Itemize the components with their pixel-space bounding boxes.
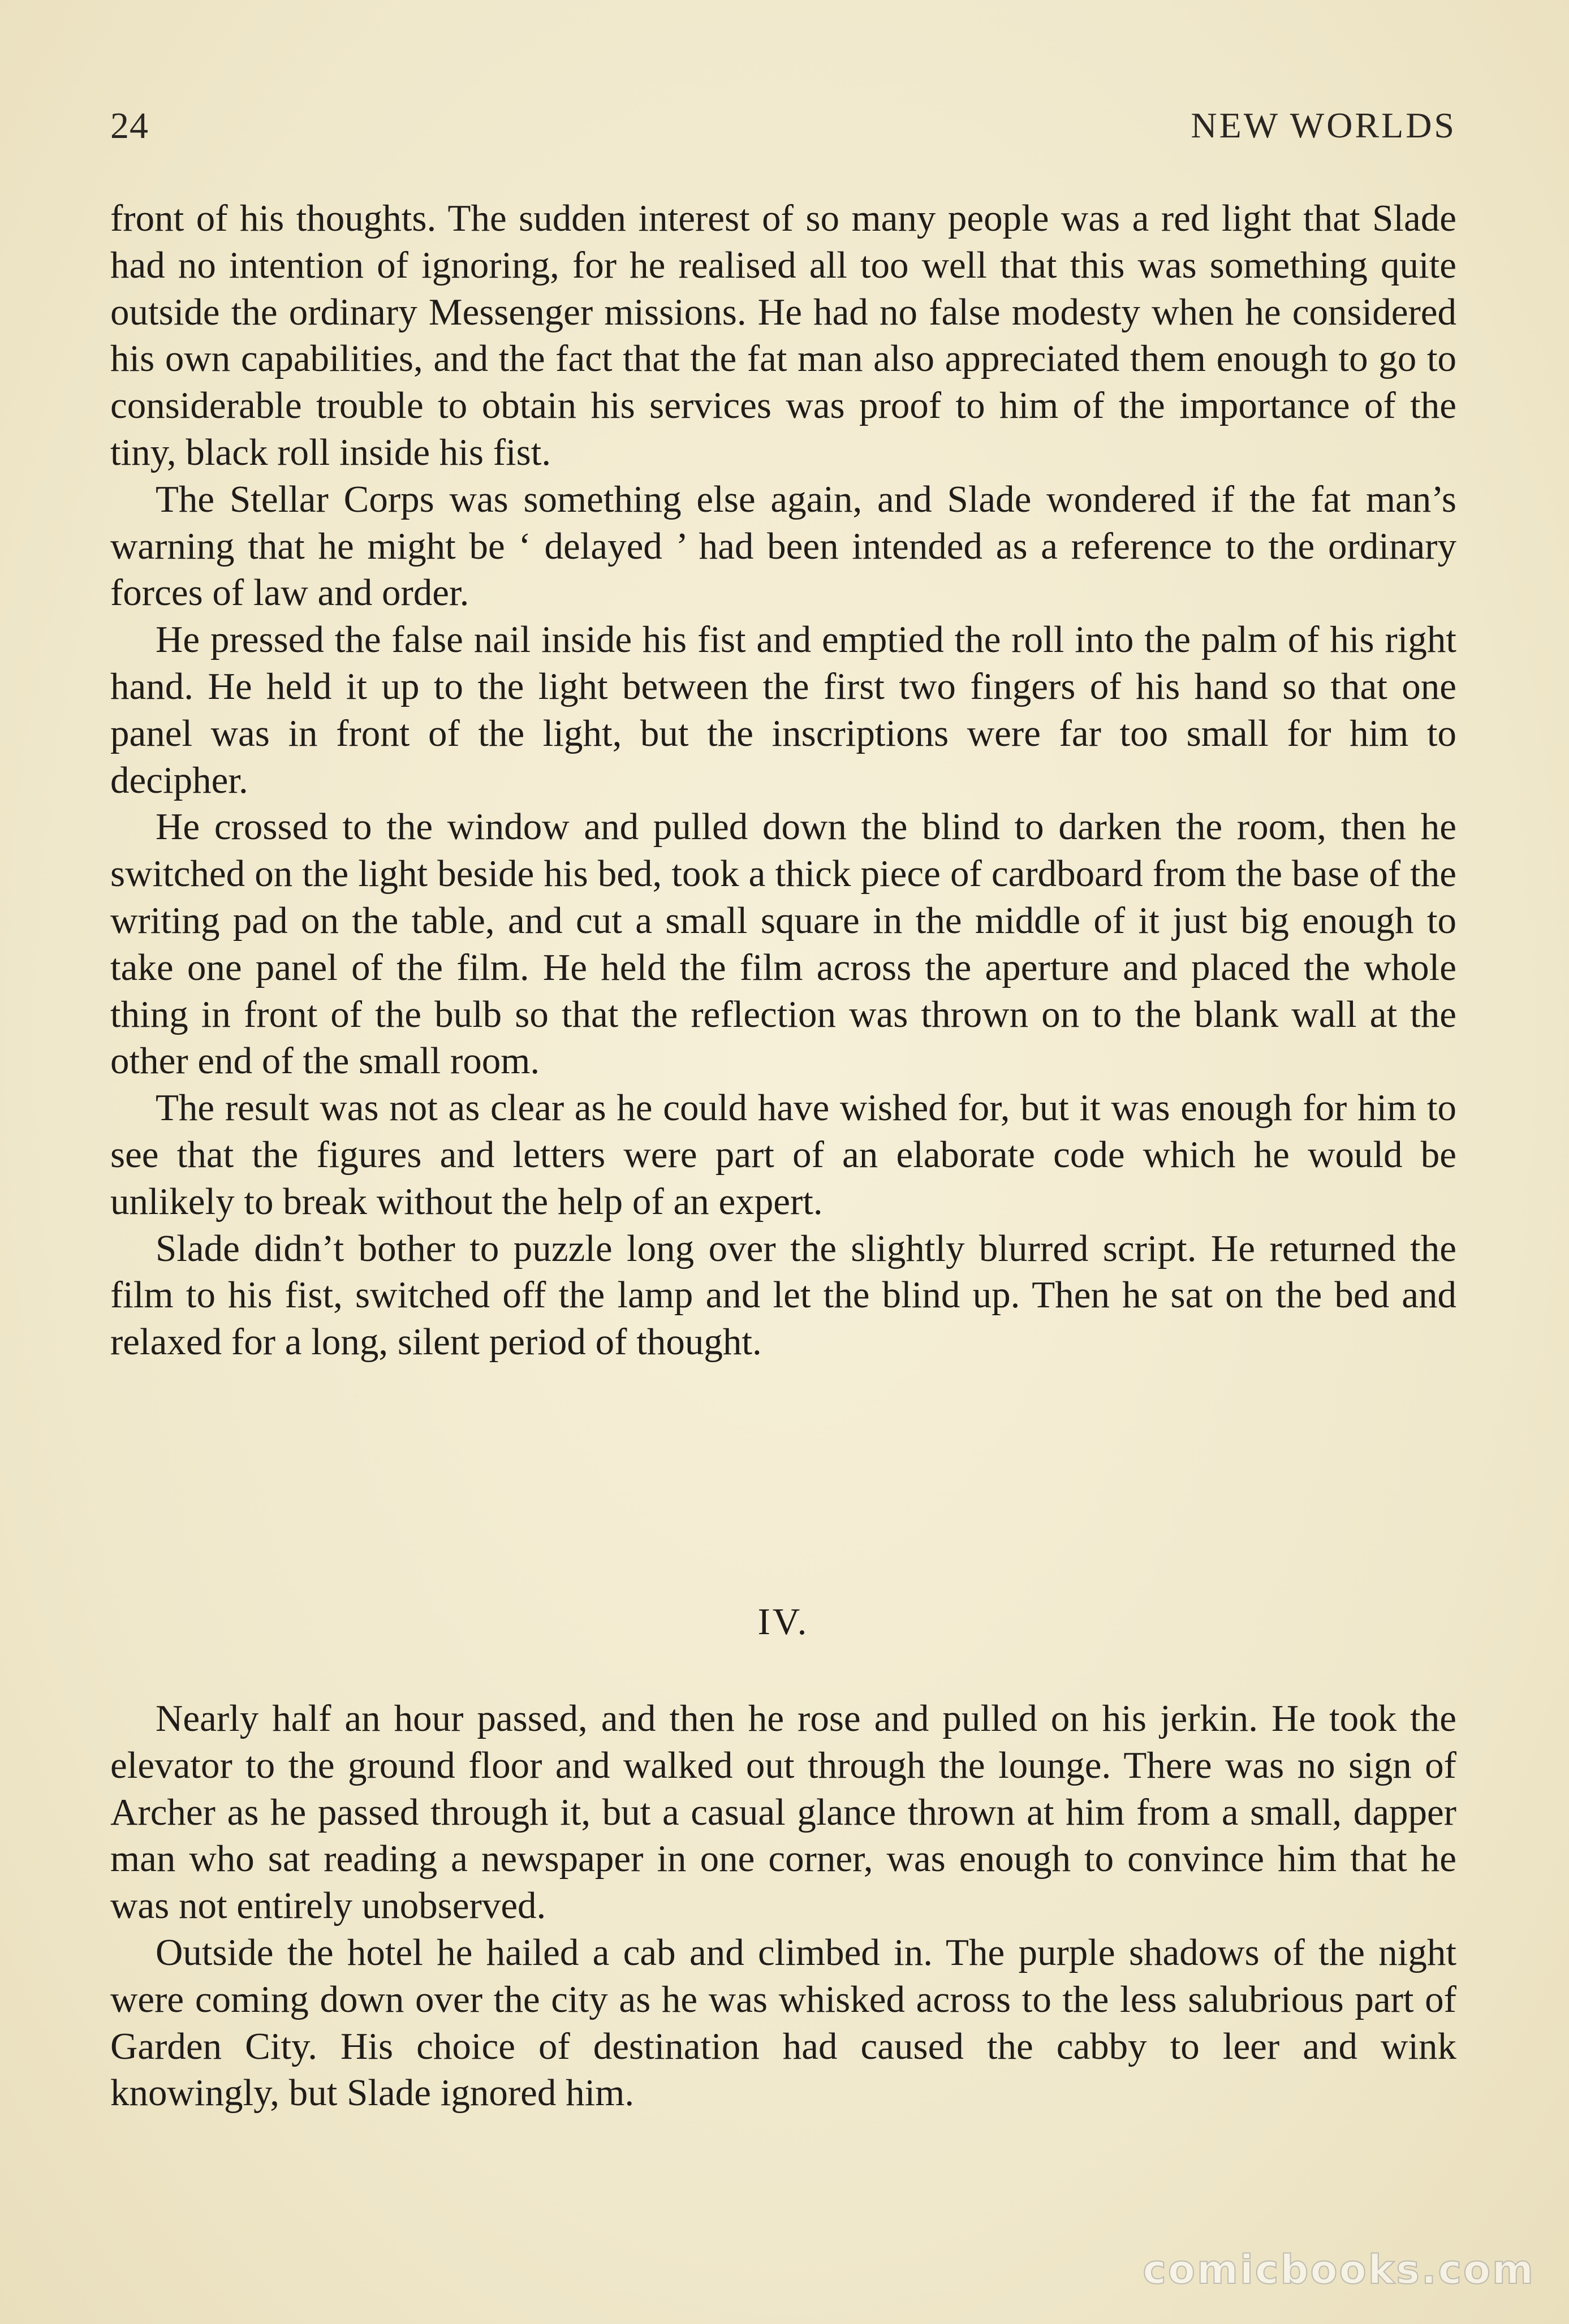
paragraph: The result was not as clear as he could have wished for, but it was enough for him to see that the figures and letters were part of an elaborate code which he would be unlikely to break without the help of an expert. — [110, 1087, 1456, 1223]
running-head: NEW WORLDS — [1191, 105, 1456, 145]
body-text — [110, 195, 1456, 1366]
body-text-section-iv — [110, 1695, 1456, 2116]
paragraph: Slade didn’t bother to puzzle long over the slightly blurred script. He returned the film to his fist, switched off the lamp and let the blind up. Then he sat on the bed and relaxed for a long, silent period of thought. — [110, 1227, 1456, 1363]
page-header — [110, 105, 1456, 155]
watermark: comicbooks.com — [1143, 2247, 1535, 2293]
paragraph: The Stellar Corps was something else again, and Slade wondered if the fat man’s warning that he might be ‘ delayed ’ had been intended as a reference to the ordinary forces of law and order. — [110, 478, 1456, 614]
section-heading: IV. — [757, 1601, 809, 1643]
paragraph: front of his thoughts. The sudden interest of so many people was a red light that Slade had no intention of ignoring, for he realised all too well that this was something quite outside the ordinary Messenger missions. He had no false modesty when he considered his own capabilities, and the fact that the fat man also appreciated them enough to go to considerable trouble to obtain his services was proof to him of the importance of the tiny, black roll inside his fist. — [110, 197, 1456, 473]
paragraph: Nearly half an hour passed, and then he rose and pulled on his jerkin. He took the elevator to the ground floor and walked out through the lounge. There was no sign of Archer as he passed through it, but a casual glance thrown at him from a small, dapper man who sat reading a newspaper in one corner, was enough to convince him that he was not entirely unobserved. — [110, 1697, 1456, 1927]
paragraph: Outside the hotel he hailed a cab and climbed in. The purple shadows of the night were coming down over the city as he was whisked across to the less salubrious part of Garden City. His choice of destination had caused the cabby to leer and wink knowingly, but Slade ignored him. — [110, 1931, 1456, 2114]
paragraph: He pressed the false nail inside his fist and emptied the roll into the palm of his right hand. He held it up to the light between the first two fingers of his hand so that one panel was in front of the light, but the inscriptions were far too small for him to decipher. — [110, 619, 1456, 801]
page-number: 24 — [110, 105, 149, 146]
paragraph: He crossed to the window and pulled down the blind to darken the room, then he switched on the light beside his bed, took a thick piece of cardboard from the base of the writing pad on the table, and cut a small square in the middle of it just big enough to take one panel of the film. He held the film across the aperture and placed the whole thing in front of the bulb so that the reflection was thrown on to the blank wall at the other end of the small room. — [110, 806, 1456, 1082]
